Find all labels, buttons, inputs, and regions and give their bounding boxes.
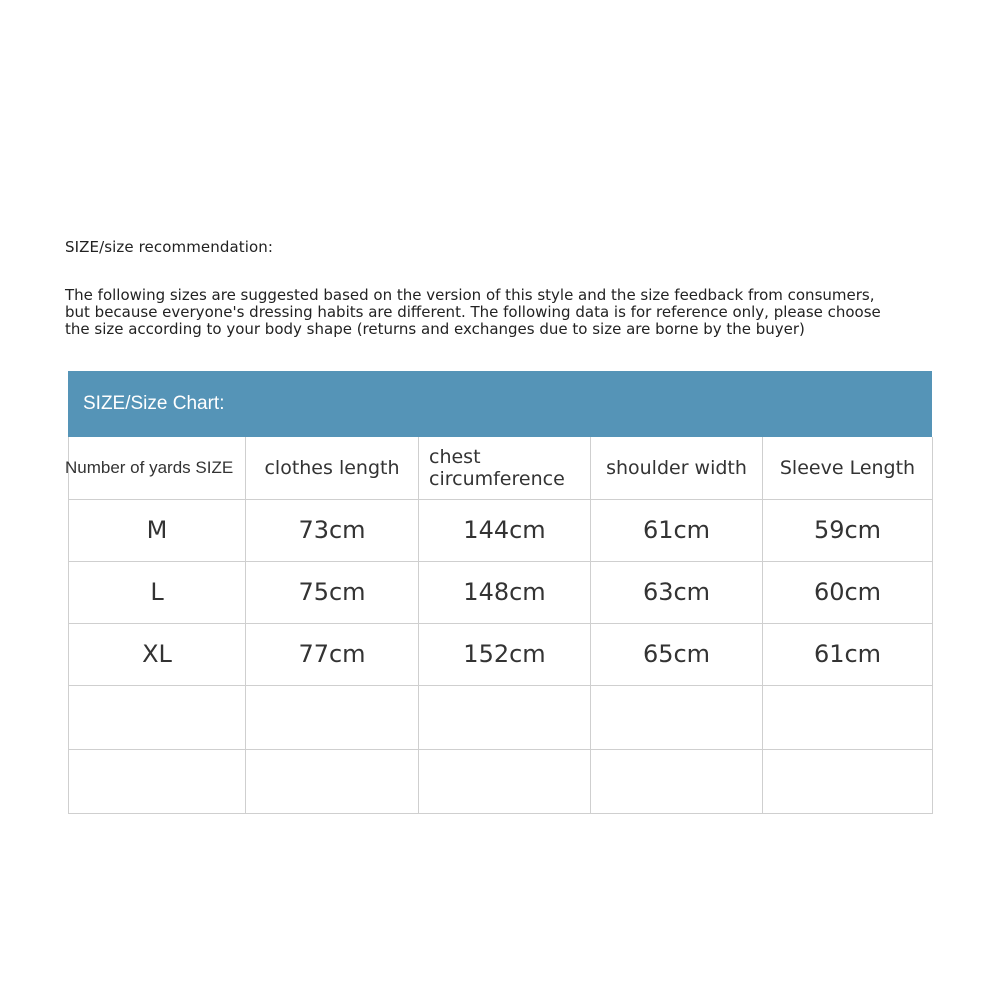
shoulder-value: 65cm	[591, 623, 763, 685]
clothes-length-value: 77cm	[246, 623, 419, 685]
chest-value: 152cm	[419, 623, 591, 685]
size-value: XL	[69, 623, 246, 685]
column-header-shoulder-width: shoulder width	[591, 437, 763, 499]
table-header-row	[69, 437, 933, 499]
empty-cell	[69, 685, 246, 749]
empty-cell	[591, 749, 763, 813]
shoulder-value: 61cm	[591, 499, 763, 561]
size-chart	[65, 371, 932, 814]
sleeve-value: 59cm	[763, 499, 933, 561]
size-table	[65, 437, 933, 814]
column-header-size: Number of yards SIZE	[69, 437, 246, 499]
clothes-length-value: 75cm	[246, 561, 419, 623]
empty-cell	[763, 685, 933, 749]
empty-cell	[591, 685, 763, 749]
empty-table-row	[69, 685, 933, 749]
column-header-clothes-length: clothes length	[246, 437, 419, 499]
chest-value: 148cm	[419, 561, 591, 623]
clothes-length-value: 73cm	[246, 499, 419, 561]
column-header-chest-circumference: chest circumference	[419, 437, 591, 499]
sleeve-value: 60cm	[763, 561, 933, 623]
table-row	[69, 499, 933, 561]
empty-cell	[419, 685, 591, 749]
size-value: M	[69, 499, 246, 561]
size-recommendation-text	[65, 287, 945, 338]
table-row	[69, 623, 933, 685]
size-chart-title: SIZE/Size Chart:	[68, 371, 932, 437]
sleeve-value: 61cm	[763, 623, 933, 685]
empty-table-row	[69, 749, 933, 813]
size-value: L	[69, 561, 246, 623]
empty-cell	[419, 749, 591, 813]
empty-cell	[763, 749, 933, 813]
intro-line: but because everyone's dressing habits are different. The following data is for reference only, please choose	[65, 303, 881, 321]
intro-line: The following sizes are suggested based on the version of this style and the size feedback from consumers,	[65, 286, 875, 304]
table-row	[69, 561, 933, 623]
empty-cell	[246, 749, 419, 813]
empty-cell	[69, 749, 246, 813]
empty-cell	[246, 685, 419, 749]
intro-line: the size according to your body shape (returns and exchanges due to size are borne by the buyer)	[65, 320, 805, 338]
column-header-sleeve-length: Sleeve Length	[763, 437, 933, 499]
shoulder-value: 63cm	[591, 561, 763, 623]
size-recommendation-heading: SIZE/size recommendation:	[65, 238, 274, 256]
chest-value: 144cm	[419, 499, 591, 561]
